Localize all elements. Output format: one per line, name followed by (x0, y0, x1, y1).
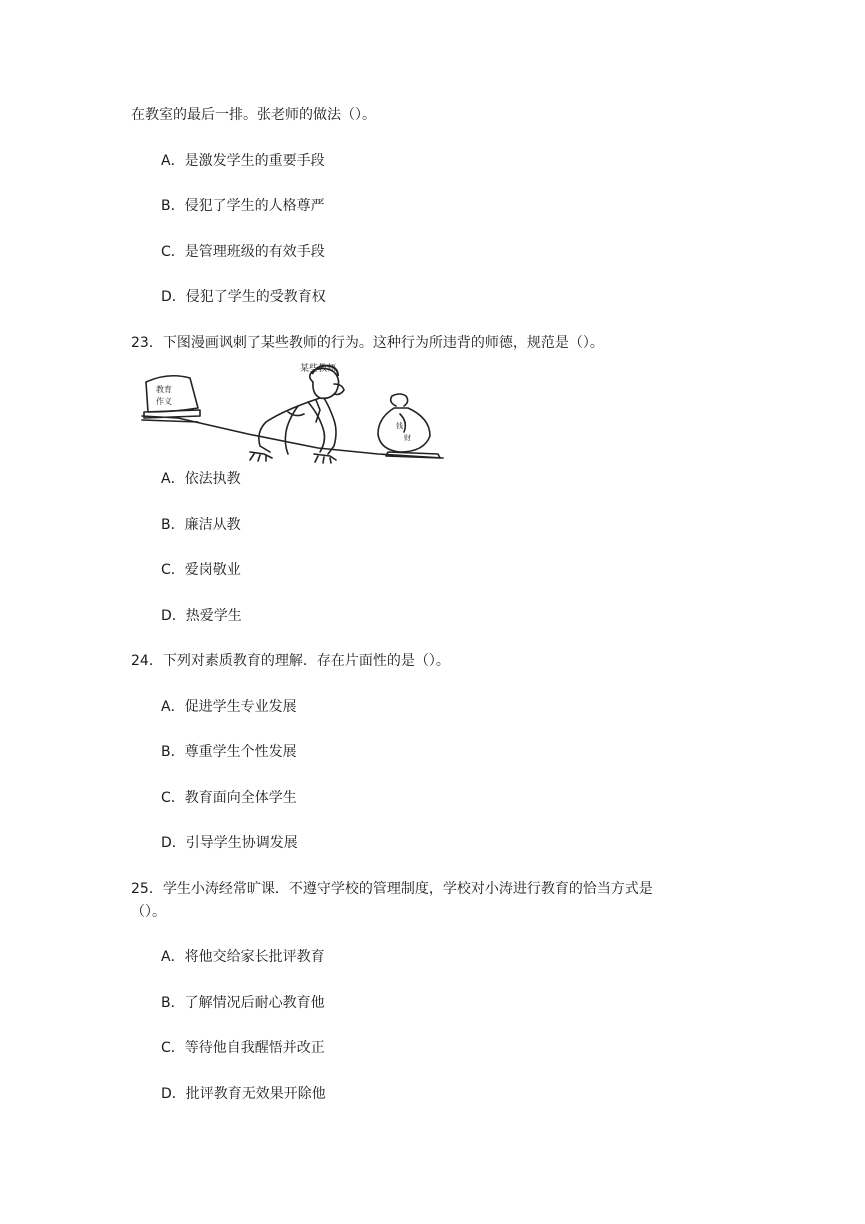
q23-option-d: D．热爱学生 (161, 608, 242, 624)
q22-option-c: C．是管理班级的有效手段 (161, 244, 325, 260)
q23-option-b: B．廉洁从教 (161, 517, 241, 533)
q22-stem-continuation: 在教室的最后一排。张老师的做法（）。 (131, 107, 376, 123)
q23-stem: 23．下图漫画讽刺了某些教师的行为。这种行为所违背的师德，规范是（）。 (131, 335, 604, 351)
cartoon-caption: 某些教师 (300, 364, 337, 374)
q22-option-a: A．是激发学生的重要手段 (161, 153, 325, 169)
q24-option-b: B．尊重学生个性发展 (161, 744, 297, 760)
q24-option-c: C．教育面向全体学生 (161, 790, 297, 806)
teacher-cartoon-illustration (138, 362, 450, 466)
q25-option-d: D．批评教育无效果开除他 (161, 1086, 326, 1102)
q25-stem-line2: （）。 (131, 904, 166, 920)
cartoon-bag-label-2: 财 (404, 434, 411, 442)
q22-option-b: B．侵犯了学生的人格尊严 (161, 198, 325, 214)
cartoon-left-label-line2: 作义 (156, 397, 172, 406)
q25-option-b: B．了解情况后耐心教育他 (161, 995, 325, 1011)
q24-stem: 24．下列对素质教育的理解．存在片面性的是（）。 (131, 653, 450, 669)
cartoon-left-label-line1: 教育 (156, 385, 172, 394)
q25-option-c: C．等待他自我醒悟并改正 (161, 1040, 325, 1056)
q25-stem-line1: 25．学生小涛经常旷课．不遵守学校的管理制度，学校对小涛进行教育的恰当方式是 (131, 881, 653, 897)
cartoon-bag-label-1: 钱 (396, 422, 403, 430)
q22-option-d: D．侵犯了学生的受教育权 (161, 289, 326, 305)
q25-option-a: A．将他交给家长批评教育 (161, 949, 325, 965)
q23-option-c: C．爱岗敬业 (161, 562, 241, 578)
q24-option-a: A．促进学生专业发展 (161, 699, 297, 715)
q24-option-d: D．引导学生协调发展 (161, 835, 298, 851)
q23-option-a: A．依法执教 (161, 471, 241, 487)
